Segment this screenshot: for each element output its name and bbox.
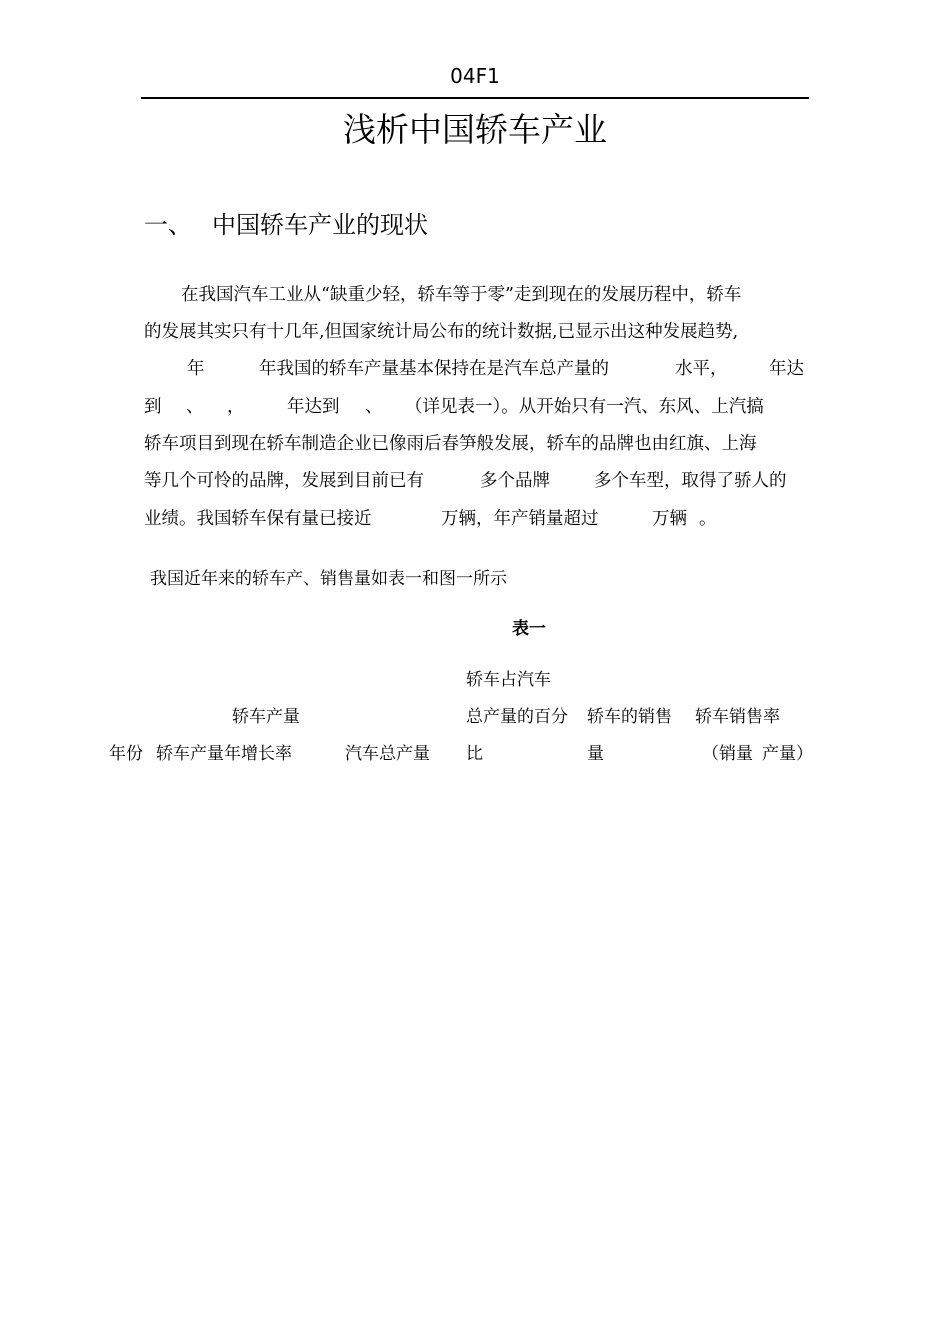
table-header-rate: （销量 xyxy=(702,744,753,764)
header-code: 04F1 xyxy=(450,64,500,88)
table-header-sales: 量 xyxy=(587,744,604,764)
table-header-share: 总产量的百分 xyxy=(466,707,568,727)
paragraph-fragment: 。 xyxy=(699,509,717,529)
paragraph-fragment: 万辆，年产销量超过 xyxy=(441,509,599,529)
paragraph-fragment: 水平， xyxy=(675,359,728,379)
paragraph-fragment: 年我国的轿车产量基本保持在是汽车总产量的 xyxy=(259,359,609,379)
table-header-share: 轿车占汽车 xyxy=(466,670,551,690)
paragraph-fragment: 年 xyxy=(187,359,205,379)
table-header-year: 年份 xyxy=(109,744,143,764)
table-header-growth: 轿车产量年增长率 xyxy=(156,744,292,764)
table-caption: 我国近年来的轿车产、销售量如表一和图一所示 xyxy=(150,569,507,589)
paragraph-fragment: 、 xyxy=(365,397,383,417)
table-header-output: 轿车产量 xyxy=(232,707,300,727)
table-header-total: 汽车总产量 xyxy=(345,744,430,764)
table-header-rate: 产量） xyxy=(762,744,813,764)
paragraph-fragment: 多个品牌 xyxy=(480,471,550,491)
paragraph-fragment: 等几个可怜的品牌，发展到目前已有 xyxy=(144,471,424,491)
paragraph-fragment: 、 xyxy=(186,397,204,417)
paragraph-fragment: 年达 xyxy=(769,359,804,379)
section-heading xyxy=(144,205,428,240)
table-header-rate: 轿车销售率 xyxy=(695,707,780,727)
paragraph-fragment: （详见表一）。从开始只有一汽、东风、上汽搞 xyxy=(405,397,764,417)
header-rule xyxy=(141,97,809,99)
paragraph-fragment: 到 xyxy=(144,397,162,417)
paragraph-fragment: ， xyxy=(227,397,245,417)
page-title: 浅析中国轿车产业 xyxy=(343,110,607,149)
paragraph-fragment: 多个车型，取得了骄人的 xyxy=(594,471,787,491)
paragraph-fragment: 年达到 xyxy=(287,397,340,417)
section-title: 中国轿车产业的现状 xyxy=(212,211,428,239)
paragraph-line: 的发展其实只有十几年,但国家统计局公布的统计数据,已显示出这种发展趋势, xyxy=(144,322,739,342)
table-title: 表一 xyxy=(512,619,546,639)
paragraph-line: 轿车项目到现在轿车制造企业已像雨后春笋般发展，轿车的品牌也由红旗、上海 xyxy=(144,434,757,454)
table-header-share: 比 xyxy=(466,744,483,764)
paragraph-fragment: 业绩。我国轿车保有量已接近 xyxy=(144,509,372,529)
table-header-sales: 轿车的销售 xyxy=(587,707,672,727)
paragraph-line: 在我国汽车工业从“缺重少轻，轿车等于零”走到现在的发展历程中，轿车 xyxy=(181,285,742,305)
paragraph-fragment: 万辆 xyxy=(652,509,687,529)
section-number: 一、 xyxy=(144,211,192,239)
